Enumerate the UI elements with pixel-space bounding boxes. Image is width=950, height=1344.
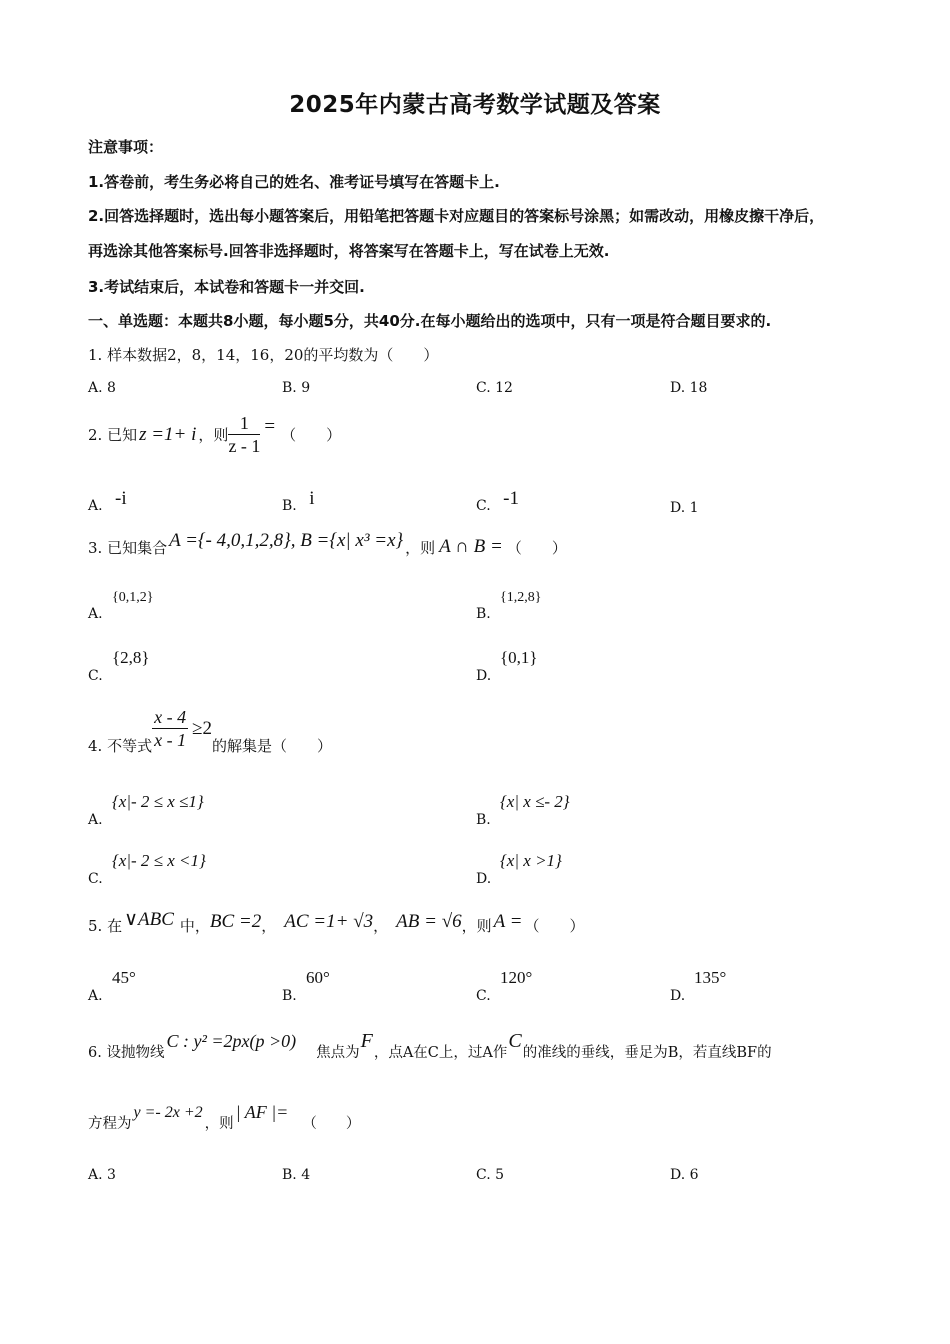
q2-option-b [282,488,315,516]
q3-c-label: C. [88,668,103,684]
question-4-stem [88,706,333,755]
q6-option-d: D. 6 [670,1167,699,1183]
q2-b-label: B. [282,498,297,514]
question-6-line-2 [88,1102,361,1132]
q6-focus: F [360,1030,373,1052]
q2-c-label: C. [476,498,491,514]
q6-t3: 的准线的垂线，垂足为B，若直线BF的 [522,1045,772,1061]
q1-option-c: C. 12 [476,380,513,396]
q2-condition: z =1+ i [139,423,197,445]
note-2b: 再选涂其他答案标号.回答非选择题时，将答案写在答题卡上，写在试卷上无效. [88,242,610,260]
q5-ab: AB = √6 [396,910,462,932]
q6-curve: C [508,1030,522,1052]
q4-option-a [88,792,204,828]
q5-c2: ， [373,917,389,935]
q6-option-b: B. 4 [282,1167,311,1183]
q4-ge: ≥2 [192,717,213,739]
q5-c-value: 120° [500,968,533,987]
q3-option-c [88,648,150,684]
q4-option-c [88,851,206,887]
q5-option-d [670,968,726,1004]
q6-l2-mid: ，则 [204,1116,234,1132]
q5-prefix: 5. 在 [88,917,123,935]
q4-suffix: 的解集是（ ） [212,737,333,755]
q2-equals: = [264,415,276,437]
q3-d-value: {0,1} [500,648,538,667]
q6-suffix: （ ） [302,1116,361,1132]
q1-option-d: D. 18 [670,380,708,396]
question-5-stem [88,909,585,937]
q5-bc: BC =2 [209,910,262,932]
q5-ac: AC =1+ √3 [284,910,374,932]
q6-l2-prefix: 方程为 [88,1116,132,1132]
q3-intersection: A ∩ B = [439,536,503,557]
q3-b-value: {1,2,8} [500,590,542,605]
q4-c-label: C. [88,871,103,887]
q2-denominator: z - 1 [228,436,261,456]
q6-parabola: C : y² =2px(p >0) [166,1031,297,1051]
q4-b-value: {x| x ≤- 2} [500,792,570,811]
q5-a: A = [493,910,523,932]
q5-option-c [476,968,532,1004]
q4-c-value: {x|- 2 ≤ x <1} [112,851,206,870]
q5-a-value: 45° [112,968,136,987]
q4-fraction [152,706,188,751]
question-2-stem [88,412,341,457]
q3-a-value: {0,1,2} [112,590,154,605]
q5-c1: ， [261,917,277,935]
note-1: 1.答卷前，考生务必将自己的姓名、准考证号填写在答题卡上. [88,173,500,191]
q3-c-value: {2,8} [112,648,150,667]
q2-fraction [228,412,260,457]
q3-d-label: D. [476,668,492,684]
q3-sets: A ={- 4,0,1,2,8}, B ={x| x³ =x} [169,530,404,551]
q4-d-label: D. [476,871,492,887]
q2-mid: ，则 [198,426,229,444]
question-6-line-1 [88,1030,772,1061]
q2-a-label: A. [88,498,103,514]
q5-c3: ，则 [461,917,492,935]
q5-b-value: 60° [306,968,330,987]
q5-option-a [88,968,136,1004]
q1-option-a: A. 8 [88,380,116,396]
q2-option-d: D. 1 [670,500,699,516]
q3-a-label: A. [88,606,103,622]
q3-prefix: 3. 已知集合 [88,538,168,557]
q4-prefix: 4. 不等式 [88,737,153,755]
q6-t2: ，点A在C上，过A作 [373,1045,508,1061]
question-3-stem [88,530,567,558]
q5-option-b [282,968,330,1004]
note-3: 3.考试结束后，本试卷和答题卡一并交回. [88,278,365,296]
q5-d-label: D. [670,988,686,1004]
q3-mid: ，则 [405,538,436,557]
q6-t1: 焦点为 [316,1045,360,1061]
q6-prefix: 6. 设抛物线 [88,1045,165,1061]
q5-d-value: 135° [694,968,727,987]
q5-b-label: B. [282,988,297,1004]
q4-d-value: {x| x >1} [500,851,562,870]
q4-option-d [476,851,562,887]
q2-numerator: 1 [228,412,260,435]
q4-b-label: B. [476,812,491,828]
q2-b-value: i [309,488,315,509]
q4-a-value: {x|- 2 ≤ x ≤1} [112,792,204,811]
q4-option-b [476,792,570,828]
question-1-stem: 1. 样本数据2，8，14，16，20的平均数为（ ） [88,346,439,364]
q6-line-eq: y =- 2x +2 [133,1103,203,1121]
page-title: 2025年内蒙古高考数学试题及答案 [289,92,661,118]
q3-suffix: （ ） [506,538,567,557]
q1-option-b: B. 9 [282,380,311,396]
q5-a-label: A. [88,988,103,1004]
q5-t1: 中， [179,917,210,935]
q2-a-value: -i [115,488,127,509]
q5-c-label: C. [476,988,491,1004]
q5-triangle: ∨ABC [124,909,174,930]
q4-numerator: x - 4 [154,707,187,727]
q5-suffix: （ ） [524,917,585,935]
q2-prefix: 2. 已知 [88,426,138,444]
q2-c-value: -1 [503,488,519,509]
notes-heading: 注意事项： [88,138,164,156]
q4-denominator: x - 1 [154,730,187,750]
q2-suffix: （ ） [281,426,342,444]
q3-option-b [476,590,541,622]
q6-option-a: A. 3 [88,1167,116,1183]
q2-option-c [476,488,519,516]
q6-af: | AF |= [235,1102,289,1122]
q6-option-c: C. 5 [476,1167,505,1183]
q4-a-label: A. [88,812,103,828]
section-heading: 一、单选题：本题共8小题，每小题5分，共40分.在每小题给出的选项中，只有一项是符合题目要求的. [88,312,772,330]
q3-b-label: B. [476,606,491,622]
q2-option-a [88,488,127,516]
q3-option-a [88,590,153,622]
note-2a: 2.回答选择题时，选出每小题答案后，用铅笔把答题卡对应题目的答案标号涂黑；如需改动，用橡皮擦干净后， [88,207,825,225]
q3-option-d [476,648,538,684]
